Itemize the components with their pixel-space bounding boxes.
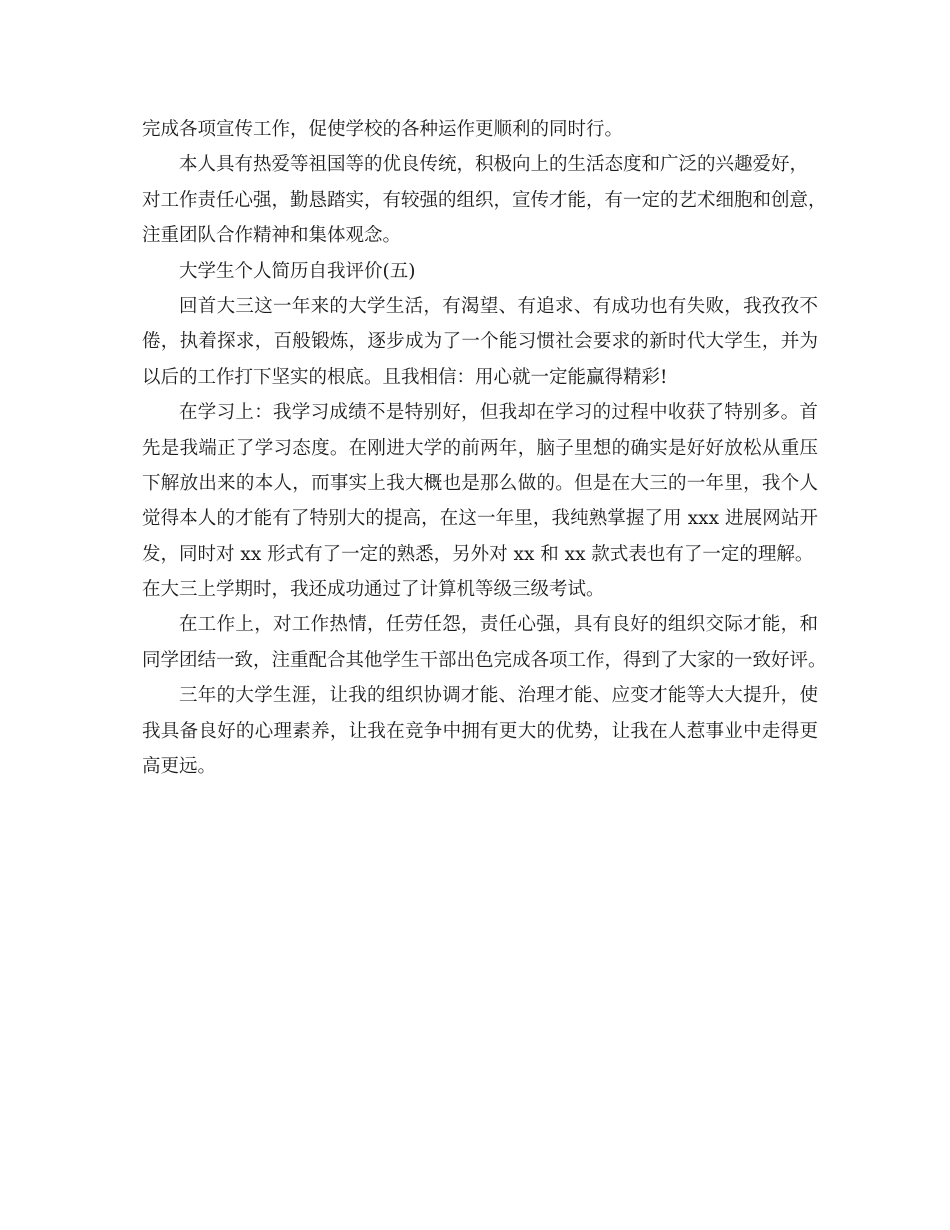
text-line: 对工作责任心强，勤恳踏实，有较强的组织，宣传才能，有一定的艺术细胞和创意， — [142, 189, 827, 211]
text-line: 高更远。 — [142, 756, 217, 778]
text-line: 倦，执着探求，百般锻炼，逐步成为了一个能习惯社会要求的新时代大学生，并为 — [142, 331, 818, 353]
text-line: 在工作上，对工作热情，任劳任怨，责任心强，具有良好的组织交际才能，和 — [179, 614, 818, 636]
text-line: 下解放出来的本人，而事实上我大概也是那么做的。但是在大三的一年里，我个人 — [142, 472, 818, 494]
text-line: 回首大三这一年来的大学生活，有渴望、有追求、有成功也有失败，我孜孜不 — [179, 295, 818, 317]
text-line: 注重团队合作精神和集体观念。 — [142, 225, 402, 247]
text-line: 发，同时对 xx 形式有了一定的熟悉，另外对 xx 和 xx 款式表也有了一定的理解。 — [142, 543, 814, 565]
text-line: 先是我端正了学习态度。在刚进大学的前两年，脑子里想的确实是好好放松从重压 — [142, 437, 818, 459]
section-heading: 大学生个人简历自我评价(五) — [179, 260, 416, 282]
text-line: 我具备良好的心理素养，让我在竞争中拥有更大的优势，让我在人惹事业中走得更 — [142, 720, 818, 742]
text-line: 以后的工作打下坚实的根底。且我相信：用心就一定能赢得精彩! — [142, 366, 668, 388]
document-body — [142, 112, 827, 784]
text-line: 完成各项宣传工作，促使学校的各种运作更顺利的同时行。 — [142, 119, 624, 140]
text-line: 同学团结一致，注重配合其他学生干部出色完成各项工作，得到了大家的一致好评。 — [142, 649, 827, 671]
text-line: 三年的大学生涯，让我的组织协调才能、治理才能、应变才能等大大提升，使 — [179, 685, 818, 707]
text-line: 本人具有热爱等祖国等的优良传统，积极向上的生活态度和广泛的兴趣爱好， — [179, 154, 809, 176]
text-line: 觉得本人的才能有了特别大的提高，在这一年里，我纯熟掌握了用 xxx 进展网站开 — [142, 508, 818, 530]
text-line: 在大三上学期时，我还成功通过了计算机等级三级考试。 — [142, 579, 605, 601]
text-line: 在学习上：我学习成绩不是特别好，但我却在学习的过程中收获了特别多。首 — [179, 402, 818, 424]
